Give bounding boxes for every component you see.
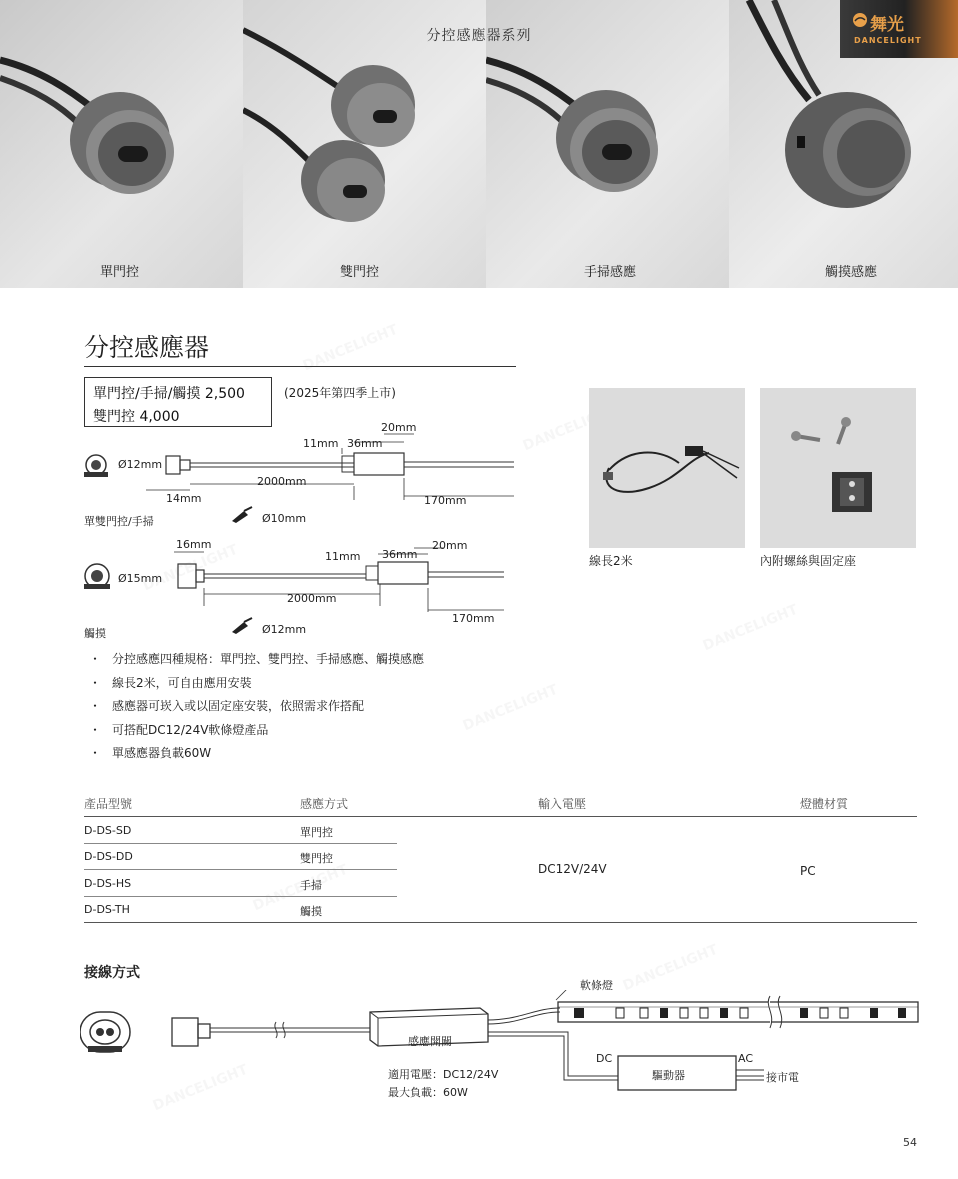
- table-cell-mode: 觸摸: [300, 905, 322, 918]
- wiring-voltage-spec: 適用電壓：DC12/24V: [388, 1068, 499, 1081]
- wiring-driver-label: 驅動器: [652, 1069, 685, 1082]
- table-cell-mode: 單門控: [300, 826, 333, 839]
- cable-photo: [589, 388, 745, 548]
- dim-11mm: 11mm: [303, 437, 339, 450]
- panel-label-touch: 觸摸感應: [825, 265, 878, 280]
- table-cell-model: D-DS-TH: [84, 903, 130, 916]
- bullet-icon: ・: [89, 722, 102, 737]
- mount-photo: [760, 388, 916, 548]
- table-header-rule: [84, 816, 917, 817]
- drill-hole-icon: [230, 505, 256, 525]
- section-title: 分控感應器: [84, 333, 210, 362]
- cable-image: [589, 388, 745, 548]
- diagram-label-touch: 觸摸: [84, 627, 106, 640]
- table-cell-mode: 雙門控: [300, 852, 333, 865]
- wiring-strip-label: 軟條燈: [580, 979, 613, 992]
- watermark: [461, 682, 561, 735]
- bullet-icon: ・: [89, 746, 102, 760]
- table-cell-mode: 手掃: [300, 879, 322, 892]
- watermark: [621, 942, 721, 995]
- dim-20mm: 20mm: [381, 421, 417, 434]
- panel-label-single-door: 單門控: [100, 265, 140, 280]
- table-cell-model: D-DS-SD: [84, 824, 132, 837]
- drill-hole-icon: [230, 616, 256, 636]
- dim-16mm: 16mm: [176, 538, 212, 551]
- diagram-label-single: 單雙門控/手掃: [84, 515, 154, 528]
- brand-logo: [840, 0, 958, 58]
- wiring-load-spec: 最大負載：60W: [388, 1086, 468, 1099]
- dim-36mm: 36mm: [382, 548, 418, 561]
- dim-diameter: Ø12mm: [118, 458, 163, 471]
- bullet-icon: ・: [89, 699, 102, 713]
- wiring-title: 接線方式: [84, 965, 140, 981]
- dim-14mm: 14mm: [166, 492, 202, 505]
- dim-diameter: Ø15mm: [118, 572, 163, 585]
- series-title: 分控感應器系列: [426, 28, 532, 44]
- table-header-model: 產品型號: [84, 797, 133, 811]
- wiring-mains-label: 接市電: [766, 1071, 799, 1084]
- table-cell-model: D-DS-HS: [84, 877, 132, 890]
- dim-170mm: 170mm: [452, 612, 495, 625]
- dim-20mm: 20mm: [432, 539, 468, 552]
- table-row-rule: [84, 843, 397, 844]
- dim-36mm: 36mm: [347, 437, 383, 450]
- bullet-icon: ・: [89, 652, 102, 666]
- drill-hole-size: Ø12mm: [262, 623, 307, 636]
- table-row-rule: [84, 869, 397, 870]
- page-number: 54: [903, 1136, 917, 1149]
- dim-2000mm: 2000mm: [287, 592, 337, 605]
- wiring-ac-label: AC: [738, 1052, 754, 1065]
- table-row-rule: [84, 896, 397, 897]
- release-note: (2025年第四季上市): [284, 386, 396, 400]
- panel-label-double-door: 雙門控: [340, 265, 380, 280]
- wiring-switch-label: 感應開關: [408, 1035, 452, 1048]
- brand-name-en: DANCELIGHT: [854, 36, 922, 45]
- table-header-voltage: 輸入電壓: [538, 797, 587, 811]
- brand-name-cn: 舞光: [870, 15, 904, 35]
- dim-11mm: 11mm: [325, 550, 361, 563]
- mount-image: [760, 388, 916, 548]
- dim-2000mm: 2000mm: [257, 475, 307, 488]
- dim-170mm: 170mm: [424, 494, 467, 507]
- table-cell-voltage: DC12V/24V: [538, 862, 607, 876]
- table-bottom-rule: [84, 922, 917, 923]
- table-header-material: 燈體材質: [800, 797, 849, 811]
- watermark: [701, 602, 801, 655]
- photo-banner: [0, 0, 958, 288]
- table-cell-material: PC: [800, 864, 816, 878]
- price-line-2: 雙門控 4,000: [93, 409, 180, 425]
- drill-hole-size: Ø10mm: [262, 512, 307, 525]
- bullet-icon: ・: [89, 675, 102, 690]
- table-cell-model: D-DS-DD: [84, 850, 133, 863]
- price-line-1: 單門控/手掃/觸摸 2,500: [93, 386, 245, 402]
- brand-mark-icon: [852, 12, 868, 28]
- wiring-dc-label: DC: [596, 1052, 613, 1065]
- table-header-mode: 感應方式: [300, 797, 349, 811]
- cable-caption: 線長2米: [589, 554, 633, 568]
- mount-caption: 內附螺絲與固定座: [760, 554, 857, 568]
- panel-label-hand-sweep: 手掃感應: [584, 265, 637, 280]
- title-divider: [84, 366, 516, 367]
